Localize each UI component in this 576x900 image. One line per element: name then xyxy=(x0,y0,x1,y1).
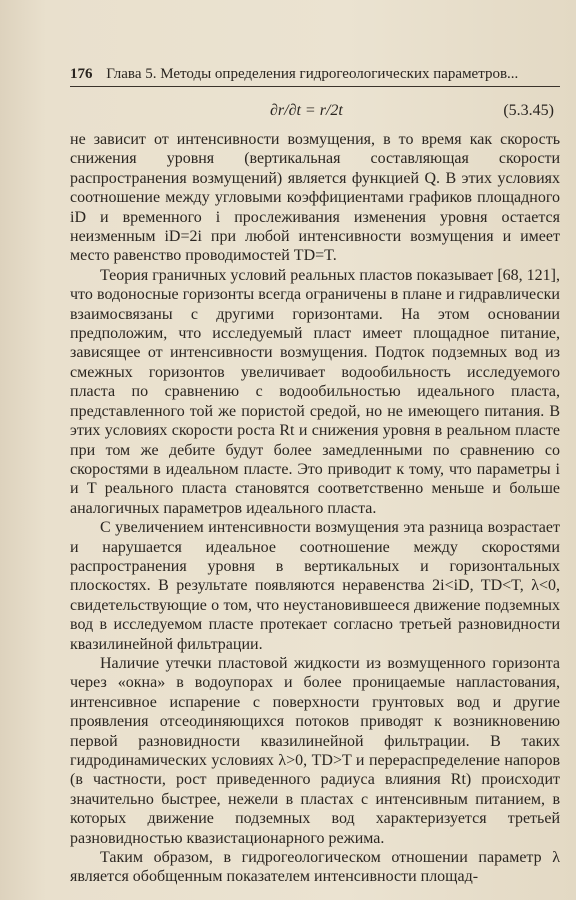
paragraph: не зависит от интенсивности возмущения, в то время как скорость снижения уровня (вертикальная составляющая скорости распространения возмущений) является функцией Q. В этих условиях соотношение между угловыми коэффициентами графиков площадного iD и временного i прослеживания изменения уровня остается неизменным iD=2i при любой интенсивности возмущения и имеет место равенство проводимостей TD=T. xyxy=(70,131,560,265)
paragraph: Теория граничных условий реальных пластов показывает [68, 121], что водоносные горизонты всегда ограничены в плане и гидравлически взаимосвязаны с другими горизонтами. На этом основании предположим, что исследуемый пласт имеет площадное питание, зависящее от интенсивности возмущения. Подток подземных вод из смежных горизонтов увеличивает водообильность исследуемого пласта по сравнению с водообильностью идеального пласта, представленного той же пористой средой, но не имеющего питания. В этих условиях скорости роста Rt и снижения уровня в реальном пласте при том же дебите будут более замедленными по сравнению со скоростями в идеальном пласте. Это приводит к тому, что параметры i и T реального пласта становятся соответственно меньше и больше аналогичных параметров идеального пласта. xyxy=(70,266,560,517)
body-text xyxy=(70,130,560,887)
paragraph: Наличие утечки пластовой жидкости из возмущенного горизонта через «окна» в водоупорах и более проницаемые напластования, интенсивное испарение с поверхности грунтовых вод и другие проявления отсеодиняющихся потоков приводят к возникновению первой разновидности квазилинейной фильтрации. В таких гидродинамических условиях λ>0, TD>T и перераспределение напоров (в частности, рост приведенного радиуса влияния Rt) происходит значительно быстрее, нежели в пластах с интенсивным питанием, в которых движение подземных вод характеризуется третьей разновидностью квазистационарного режима. xyxy=(70,654,560,847)
paragraph: Таким образом, в гидрогеологическом отношении параметр λ является обобщенным показателем интенсивности площад- xyxy=(70,849,560,886)
paragraph: С увеличением интенсивности возмущения эта разница возрастает и нарушается идеальное соотношение между скоростями распространения уровня в вертикальных и горизонтальных плоскостях. В результате появляются неравенства 2i<iD, TD<T, λ<0, свидетельствующие о том, что неустановившееся движение подземных вод в исследуемом пласте протекает согласно третьей разновидности квазилинейной фильтрации. xyxy=(70,519,560,653)
equation-block xyxy=(70,100,560,126)
running-header xyxy=(70,64,560,87)
page-number: 176 xyxy=(70,66,93,82)
running-title: Глава 5. Методы определения гидрогеологических параметров... xyxy=(106,66,519,82)
equation-formula: ∂r/∂t = r/2t xyxy=(270,102,343,119)
equation-number: (5.3.45) xyxy=(503,102,554,119)
